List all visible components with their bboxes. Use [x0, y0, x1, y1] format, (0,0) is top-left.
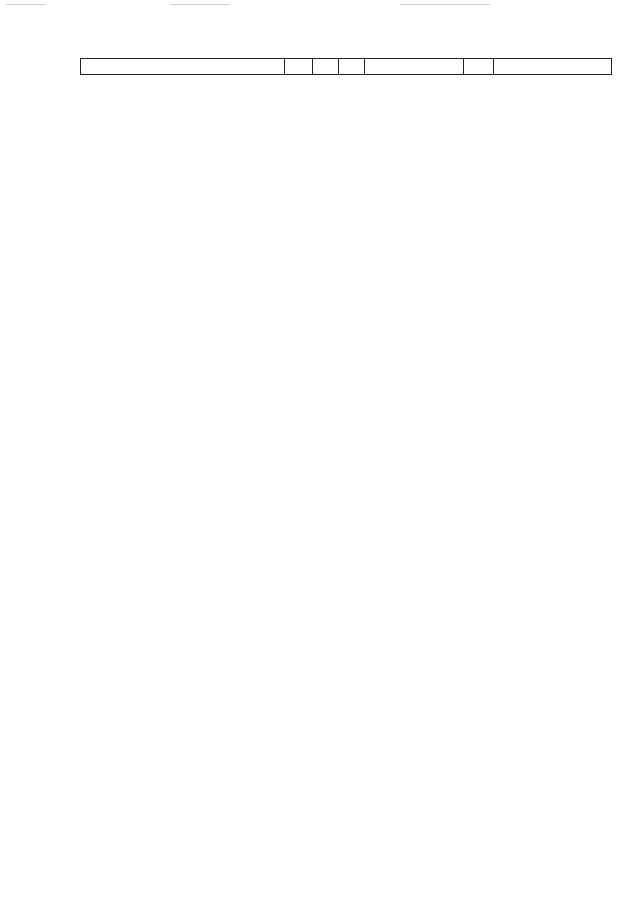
header-col-1: [81, 59, 284, 74]
header-col-3: [312, 59, 339, 74]
header-col-2: [284, 59, 313, 74]
scan-artifact: [6, 4, 46, 5]
header-col-4: [338, 59, 365, 74]
scan-artifact: [400, 4, 490, 5]
header-col-5: [364, 59, 464, 74]
table-header: [80, 58, 612, 75]
header-col-7: [493, 59, 612, 74]
header-col-6: [463, 59, 494, 74]
scan-artifact: [170, 4, 230, 5]
